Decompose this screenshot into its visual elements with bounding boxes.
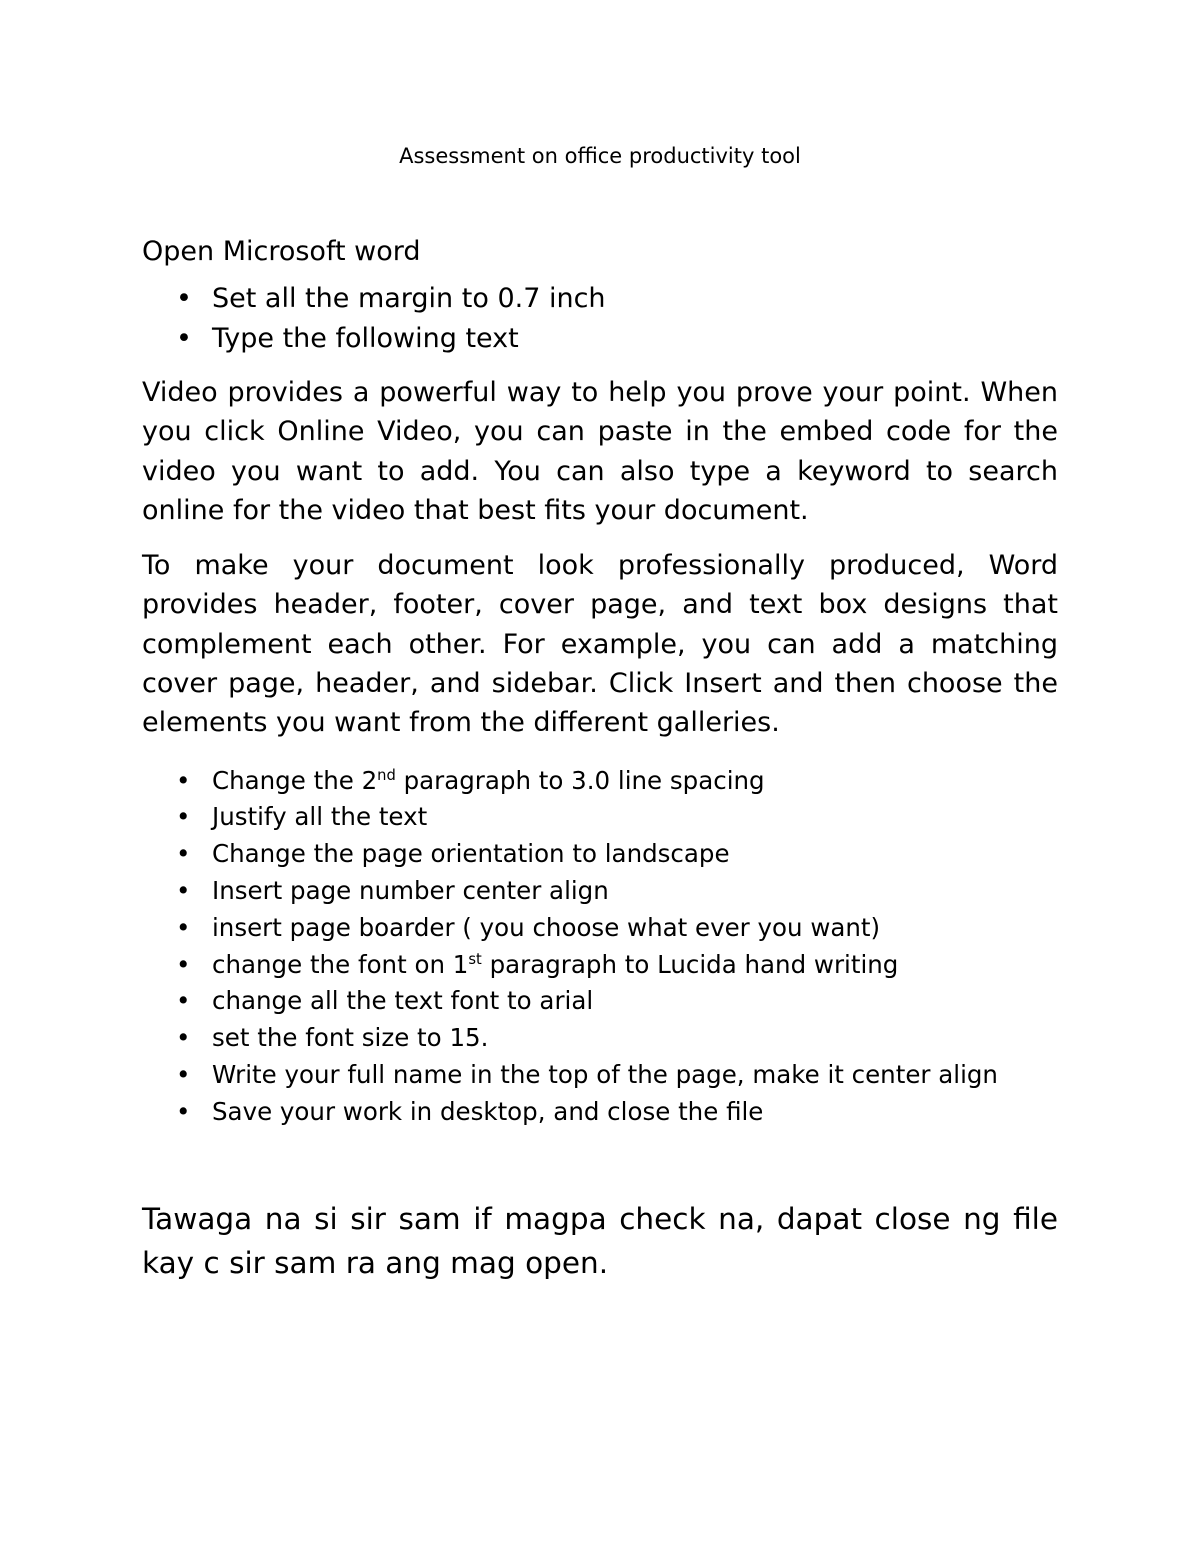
task-text: Change the 2 — [212, 765, 378, 795]
task-text: change all the text font to arial — [212, 986, 594, 1016]
bullet-icon: • — [176, 765, 191, 795]
task-text: Save your work in desktop, and close the file — [212, 1096, 764, 1126]
bullet-icon: • — [176, 1060, 191, 1090]
task-text: Change the page orientation to landscape — [212, 839, 730, 869]
bullet-icon: • — [176, 839, 191, 869]
list-item — [142, 873, 1058, 910]
list-item — [142, 763, 1058, 800]
setup-step-text: Set all the margin to 0.7 inch — [212, 283, 606, 314]
bullet-icon: • — [176, 949, 191, 979]
setup-steps-list — [142, 279, 1058, 359]
paragraph-2: To make your document look professionally produced, Word provides header, footer, cover page, and text box designs that complement each other. For example, you can add a matching cover page, header, and sidebar. Click Insert and then choose the elements you want from the different galleries. — [142, 550, 1058, 739]
bullet-icon: • — [176, 912, 191, 942]
list-item — [142, 319, 1058, 359]
list-item — [142, 983, 1058, 1020]
bullet-icon: • — [176, 323, 192, 354]
task-text-rest: paragraph to 3.0 line spacing — [395, 765, 765, 795]
list-item — [142, 799, 1058, 836]
list-item — [142, 279, 1058, 319]
bullet-icon: • — [176, 876, 191, 906]
list-item — [142, 1057, 1058, 1094]
document-body — [142, 232, 1058, 1285]
closing-note: Tawaga na si sir sam if magpa check na, dapat close ng file kay c sir sam ra ang mag open. — [142, 1201, 1058, 1280]
bullet-icon: • — [176, 986, 191, 1016]
list-item — [142, 1094, 1058, 1131]
list-item — [142, 836, 1058, 873]
task-text: Justify all the text — [212, 802, 428, 832]
task-text: insert page boarder ( you choose what ever you want) — [212, 912, 881, 942]
ordinal-suffix: nd — [377, 766, 396, 784]
list-item — [142, 910, 1058, 947]
task-text: Insert page number center align — [212, 876, 609, 906]
task-text: Write your full name in the top of the page, make it center align — [212, 1060, 998, 1090]
paragraph-1: Video provides a powerful way to help you prove your point. When you click Online Video, you can paste in the embed code for the video you want to add. You can also type a keyword to search online for the video that best fits your document. — [142, 377, 1058, 526]
list-item — [142, 947, 1058, 984]
bullet-icon: • — [176, 283, 192, 314]
setup-step-text: Type the following text — [212, 323, 519, 354]
open-instruction: Open Microsoft word — [142, 236, 421, 267]
ordinal-suffix: st — [468, 950, 482, 968]
bullet-icon: • — [176, 1096, 191, 1126]
tasks-list — [142, 763, 1058, 1131]
task-text: change the font on 1 — [212, 949, 469, 979]
task-text-rest: paragraph to Lucida hand writing — [481, 949, 899, 979]
document-title: Assessment on office productivity tool — [399, 144, 801, 168]
bullet-icon: • — [176, 802, 191, 832]
list-item — [142, 1020, 1058, 1057]
task-text: set the font size to 15. — [212, 1023, 489, 1053]
bullet-icon: • — [176, 1023, 191, 1053]
